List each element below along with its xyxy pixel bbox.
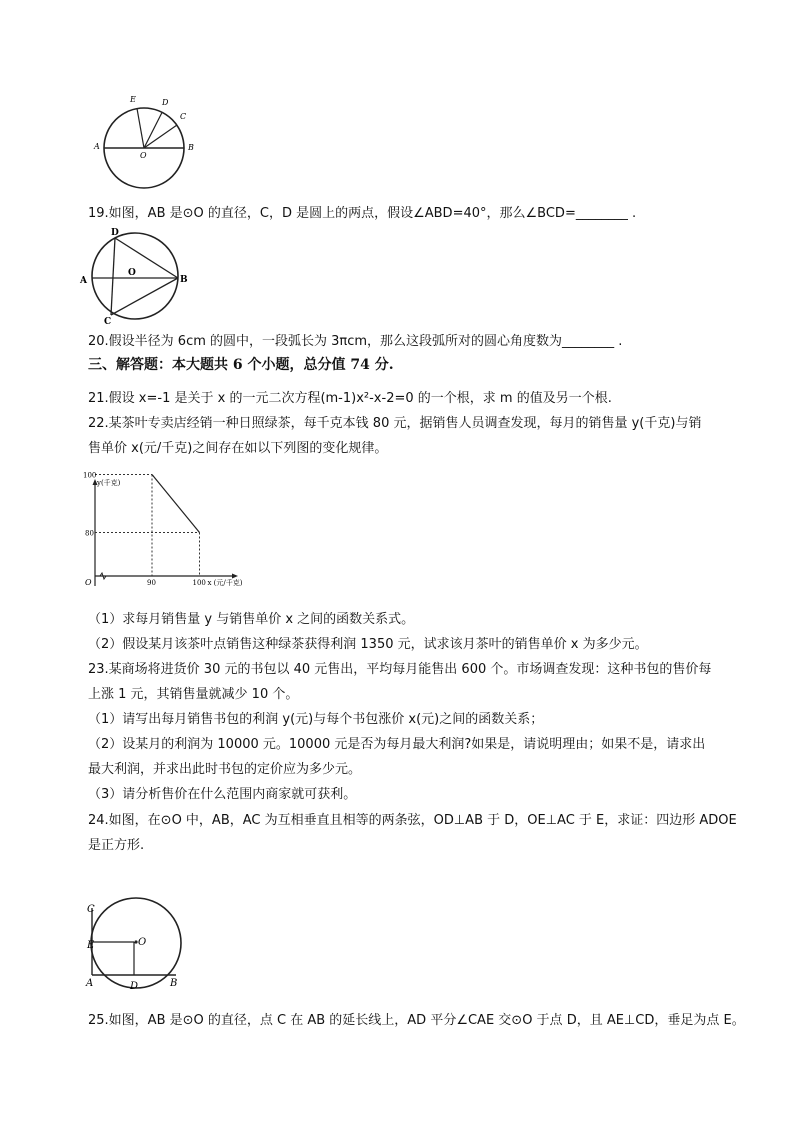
sales-chart (78, 471, 248, 591)
label-O: O (140, 151, 147, 160)
label-D: D (162, 98, 169, 107)
series-line (152, 475, 200, 533)
question-22-part-2: （2）假设某月该茶叶点销售这种绿茶获得利润 1350 元，试求该月茶叶的销售单价 x 为多少元。 (88, 637, 648, 652)
question-19: 19.如图，AB 是⊙O 的直径，C，D 是圆上的两点，假设∠ABD=40°，那么∠BCD=________ . (88, 206, 637, 221)
question-22-part-1: （1）求每月销售量 y 与销售单价 x 之间的函数关系式。 (88, 612, 415, 627)
question-20: 20.假设半径为 6cm 的圆中，一段弧长为 3πcm，那么这段弧所对的圆心角度数为________ . (88, 334, 623, 349)
question-23-part-2b: 最大利润，并求出此时书包的定价应为多少元。 (88, 762, 362, 777)
question-25: 25.如图，AB 是⊙O 的直径，点 C 在 AB 的延长线上，AD 平分∠CAE 交⊙O 于点 D，且 AE⊥CD，垂足为点 E。 (88, 1013, 745, 1028)
label-O: O (128, 268, 136, 278)
label-D: D (111, 228, 119, 238)
question-23-part-1: （1）请写出每月销售书包的利润 y(元)与每个书包涨价 x(元)之间的函数关系； (88, 712, 544, 727)
question-24-line-1: 24.如图，在⊙O 中，AB，AC 为互相垂直且相等的两条弦，OD⊥AB 于 D，OE⊥AC 于 E，求证：四边形 ADOE (88, 813, 737, 828)
label-A: A (94, 142, 100, 151)
question-24-line-2: 是正方形. (88, 838, 145, 853)
label-E: E (87, 940, 95, 951)
question-21: 21.假设 x=-1 是关于 x 的一元二次方程(m-1)x²-x-2=0 的一个根，求 m 的值及另一个根. (88, 391, 612, 406)
x-axis-label: x (元/千克) (207, 579, 243, 587)
label-O: O (138, 937, 147, 948)
section-3-heading: 三、解答题：本大题共 6 个小题，总分值 74 分. (88, 357, 394, 373)
chart-axes (93, 479, 239, 586)
x-tick-90: 90 (147, 579, 156, 587)
y-tick-100: 100 (83, 471, 97, 480)
figure-24-circle-square (80, 898, 190, 994)
question-23-line-1: 23.某商场将进货价 30 元的书包以 40 元售出，平均每月能售出 600 个。市场调查发现：这种书包的售价每 (88, 662, 712, 677)
label-C: C (87, 904, 95, 915)
label-D: D (130, 981, 139, 992)
origin-label: O (85, 578, 92, 587)
question-23-part-3: （3）请分析售价在什么范围内商家就可获利。 (88, 787, 357, 802)
figure-19-circle (76, 226, 196, 326)
label-C: C (104, 317, 112, 327)
chart-guides (95, 475, 200, 577)
question-22-line-2: 售单价 x(元/千克)之间存在如以下列图的变化规律。 (88, 441, 388, 456)
figure-circle-radii (90, 92, 200, 192)
label-A: A (86, 978, 94, 989)
label-B: B (170, 978, 178, 989)
x-tick-100: 100 (192, 579, 206, 587)
question-22-line-1: 22.某茶叶专卖店经销一种日照绿茶，每千克本钱 80 元，据销售人员调查发现，每月的销售量 y(千克)与销 (88, 416, 702, 431)
chart-marks (152, 475, 200, 533)
question-23-line-2: 上涨 1 元，其销售量就减少 10 个。 (88, 687, 299, 702)
chart-labels (83, 472, 243, 588)
label-A: A (80, 276, 87, 286)
y-axis-label: y(千克) (97, 479, 121, 487)
label-E: E (130, 95, 136, 104)
label-B: B (180, 275, 188, 285)
y-tick-80: 80 (85, 529, 94, 538)
question-23-part-2a: （2）设某月的利润为 10000 元。10000 元是否为每月最大利润?如果是，请说明理由；如果不是，请求出 (88, 737, 706, 752)
label-B: B (188, 143, 194, 152)
label-C: C (180, 112, 187, 121)
x-axis-arrow (232, 574, 238, 579)
